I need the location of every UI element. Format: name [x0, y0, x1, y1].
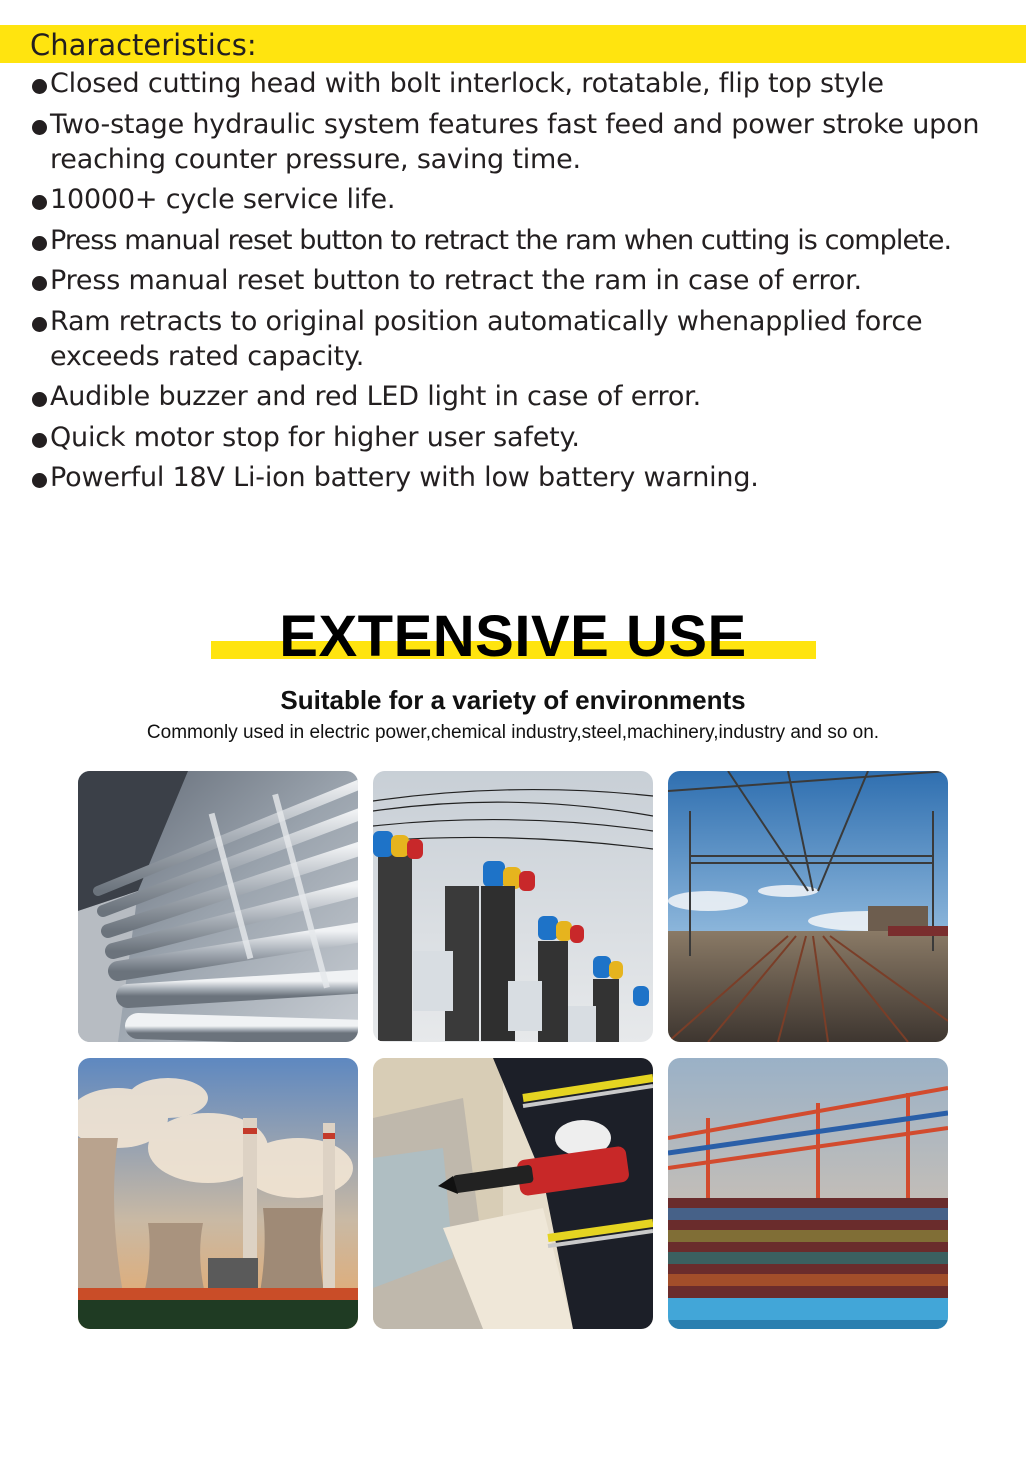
substation-insulators-photo: [373, 771, 653, 1042]
bullet-icon: [32, 120, 47, 135]
characteristics-list: [30, 66, 1020, 501]
bullet-icon: [32, 317, 47, 332]
list-item-text: Two-stage hydraulic system features fast feed and power stroke upon reaching counter pressure, saving time.: [50, 108, 980, 175]
characteristics-title: Characteristics:: [30, 28, 257, 62]
list-item: [30, 182, 1020, 217]
industrial-pipes-photo: [78, 771, 358, 1042]
extensive-use-subtitle: Suitable for a variety of environments: [280, 685, 746, 715]
bullet-icon: [32, 236, 47, 251]
railway-tracks-photo: [668, 771, 948, 1042]
list-item: [30, 460, 1020, 495]
list-item-text: Ram retracts to original position automatically whenapplied force exceeds rated capacity.: [50, 305, 923, 372]
extensive-use-description: Commonly used in electric power,chemical industry,steel,machinery,industry and so on.: [146, 722, 880, 743]
list-item: [30, 107, 1020, 177]
list-item-text: Audible buzzer and red LED light in case of error.: [50, 381, 701, 412]
list-item: [30, 66, 1020, 101]
bullet-icon: [32, 79, 47, 94]
list-item: [30, 420, 1020, 455]
bullet-icon: [32, 433, 47, 448]
list-item-text: 10000+ cycle service life.: [50, 184, 396, 215]
list-item-text: Quick motor stop for higher user safety.: [50, 421, 580, 453]
bullet-icon: [32, 276, 47, 291]
list-item-text: Press manual reset button to retract the ram when cutting is complete.: [50, 224, 952, 256]
list-item: [30, 379, 1020, 414]
extensive-use-title: EXTENSIVE USE: [279, 604, 747, 669]
power-plant-cooling-towers-photo: [78, 1058, 358, 1329]
list-item: [30, 263, 1020, 298]
list-item: [30, 223, 1020, 258]
container-port-ship-photo: [668, 1058, 948, 1329]
list-item-text: Press manual reset button to retract the ram in case of error.: [50, 265, 862, 296]
bullet-icon: [32, 195, 47, 210]
bullet-icon: [32, 392, 47, 407]
bullet-icon: [32, 473, 47, 488]
list-item: [30, 304, 1020, 374]
list-item-text: Closed cutting head with bolt interlock, rotatable, flip top style: [50, 68, 884, 99]
list-item-text: Powerful 18V Li-ion battery with low battery warning.: [50, 462, 759, 493]
rescue-cutter-firefighter-photo: [373, 1058, 653, 1329]
